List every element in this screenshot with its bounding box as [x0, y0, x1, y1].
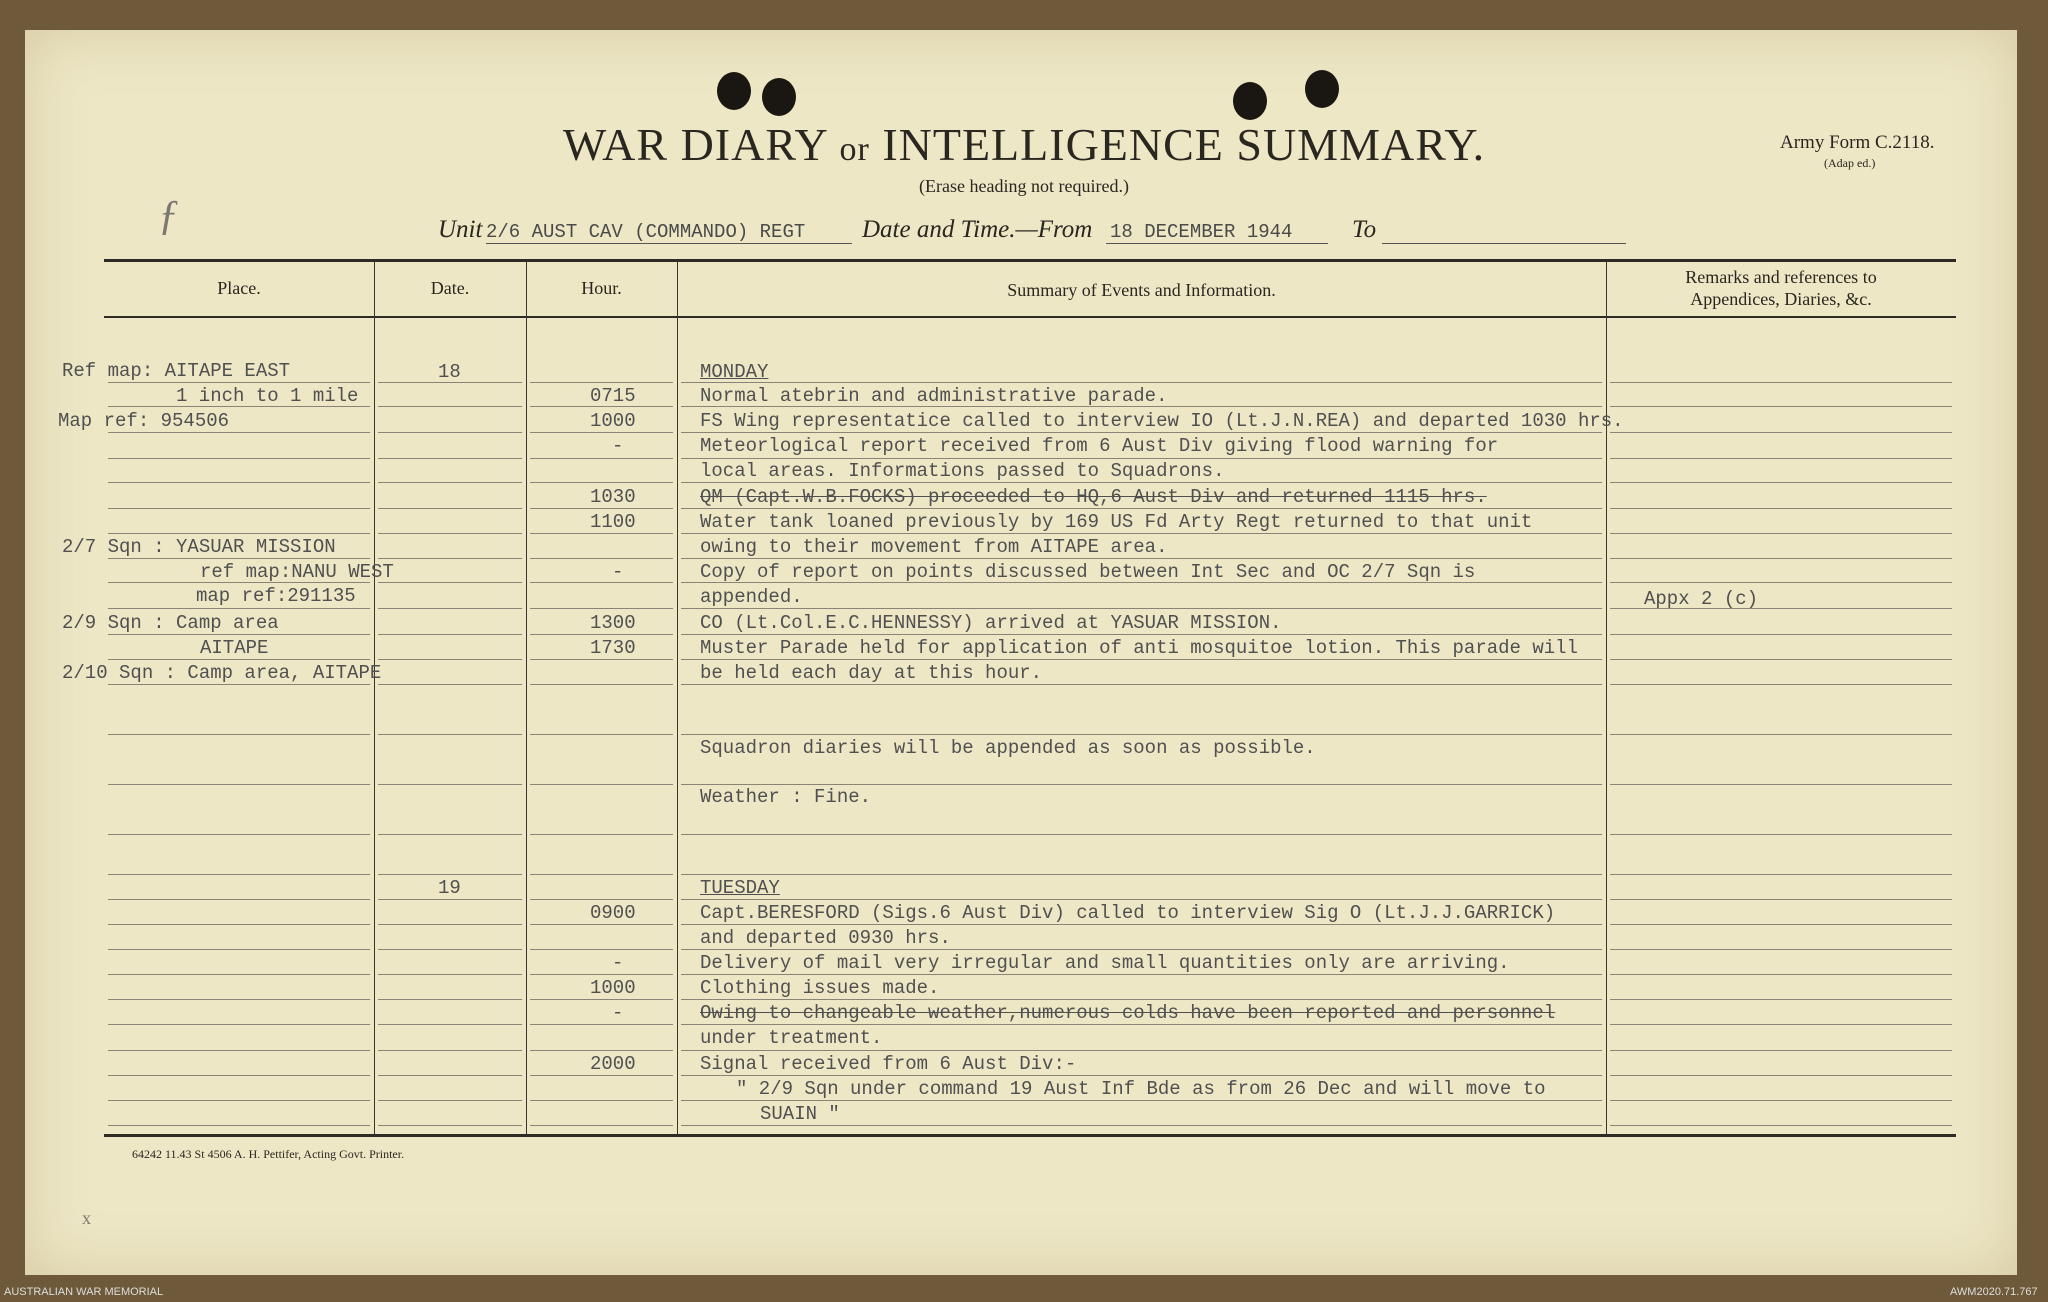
summary-line: Squadron diaries will be appended as soon as possible.	[700, 737, 1316, 759]
summary-line: and departed 0930 hrs.	[700, 927, 951, 949]
place-entry: AITAPE	[200, 637, 269, 659]
ruled-line	[530, 558, 673, 559]
hour-entry: 1030	[590, 486, 636, 508]
punch-hole	[1233, 82, 1267, 120]
place-entry: Ref map: AITAPE EAST	[62, 360, 291, 382]
archive-credit: AUSTRALIAN WAR MEMORIAL	[4, 1286, 164, 1298]
ruled-line	[108, 659, 370, 660]
ruled-line	[681, 784, 1602, 785]
ruled-line	[378, 899, 522, 900]
summary-line: Signal received from 6 Aust Div:-	[700, 1053, 1077, 1075]
ruled-line	[378, 508, 522, 509]
ruled-line	[681, 1075, 1602, 1076]
date-entry: 18	[438, 361, 461, 383]
hour-entry: -	[612, 1002, 624, 1024]
place-entry: 2/7 Sqn : YASUAR MISSION	[62, 536, 336, 558]
ruled-line	[378, 684, 522, 685]
hour-entry: 1300	[590, 612, 636, 634]
ruled-line	[681, 1125, 1602, 1126]
ruled-line	[530, 608, 673, 609]
hour-entry: -	[612, 435, 624, 457]
ruled-line	[108, 924, 370, 925]
header-date: Date.	[430, 278, 470, 298]
ruled-line	[530, 734, 673, 735]
ruled-line	[108, 684, 370, 685]
ruled-line	[530, 1125, 673, 1126]
ruled-line	[108, 608, 370, 609]
column-divider	[1606, 262, 1607, 1134]
place-entry: Map ref: 954506	[58, 410, 230, 432]
ruled-line	[378, 1125, 522, 1126]
summary-line: Meteorlogical report received from 6 Aust Div giving flood warning for	[700, 435, 1499, 457]
ruled-line	[108, 382, 370, 383]
ruled-line	[1610, 1125, 1952, 1126]
ruled-line	[681, 899, 1602, 900]
table-header-rule	[104, 316, 1956, 318]
header-hour: Hour.	[581, 278, 622, 298]
printer-imprint: 64242 11.43 St 4506 A. H. Pettifer, Acting Govt. Printer.	[132, 1147, 405, 1161]
ruled-line	[378, 1024, 522, 1025]
ruled-line	[1610, 874, 1952, 875]
ruled-line	[1610, 924, 1952, 925]
header-summary: Summary of Events and Information.	[1007, 280, 1276, 300]
ruled-line	[1610, 784, 1952, 785]
ruled-line	[378, 784, 522, 785]
ruled-line	[378, 924, 522, 925]
ruled-line	[108, 432, 370, 433]
ruled-line	[530, 874, 673, 875]
ruled-line	[530, 508, 673, 509]
date-value: 18 DECEMBER 1944	[1110, 221, 1293, 243]
day-heading: MONDAY	[700, 361, 769, 383]
ruled-line	[681, 533, 1602, 534]
ruled-line	[1610, 1024, 1952, 1025]
hour-entry: 1000	[590, 977, 636, 999]
ruled-line	[530, 1050, 673, 1051]
to-underline	[1382, 243, 1626, 244]
ruled-line	[1610, 406, 1952, 407]
ruled-line	[681, 382, 1602, 383]
ruled-line	[1610, 382, 1952, 383]
ruled-line	[1610, 533, 1952, 534]
ruled-line	[378, 482, 522, 483]
ruled-line	[681, 874, 1602, 875]
hour-entry: 0715	[590, 385, 636, 407]
header-place: Place.	[217, 278, 261, 298]
ruled-line	[378, 533, 522, 534]
ruled-line	[108, 899, 370, 900]
place-entry: 1 inch to 1 mile	[176, 385, 359, 407]
ruled-line	[530, 382, 673, 383]
ruled-line	[681, 684, 1602, 685]
place-entry: 2/10 Sqn : Camp area, AITAPE	[62, 662, 382, 684]
ruled-line	[681, 608, 1602, 609]
ruled-line	[378, 949, 522, 950]
ruled-line	[1610, 999, 1952, 1000]
ruled-line	[378, 608, 522, 609]
ruled-line	[1610, 1075, 1952, 1076]
summary-line: owing to their movement from AITAPE area.	[700, 536, 1168, 558]
place-entry: ref map:NANU WEST	[200, 561, 394, 583]
ruled-line	[108, 1125, 370, 1126]
ruled-line	[1610, 1100, 1952, 1101]
ruled-line	[378, 974, 522, 975]
table-bottom-rule	[104, 1134, 1956, 1137]
ruled-line	[1610, 458, 1952, 459]
ruled-line	[1610, 734, 1952, 735]
summary-line: Normal atebrin and administrative parade.	[700, 385, 1168, 407]
ruled-line	[378, 874, 522, 875]
ruled-line	[1610, 508, 1952, 509]
ruled-line	[108, 949, 370, 950]
summary-line: be held each day at this hour.	[700, 662, 1043, 684]
summary-line-struck: QM (Capt.W.B.FOCKS) proceeded to HQ,6 Aust Div and returned 1115 hrs.	[700, 486, 1487, 508]
ruled-line	[530, 974, 673, 975]
ruled-line	[1610, 659, 1952, 660]
ruled-line	[378, 834, 522, 835]
ruled-line	[1610, 949, 1952, 950]
ruled-line	[681, 1100, 1602, 1101]
ruled-line	[681, 1050, 1602, 1051]
ruled-line	[530, 834, 673, 835]
ruled-line	[108, 533, 370, 534]
handwritten-initial: ƒ	[158, 193, 179, 239]
ruled-line	[530, 458, 673, 459]
unit-label: Unit	[438, 216, 483, 243]
ruled-line	[378, 634, 522, 635]
ruled-line	[1610, 482, 1952, 483]
ruled-line	[108, 1050, 370, 1051]
ruled-line	[681, 432, 1602, 433]
hour-entry: 1000	[590, 410, 636, 432]
ruled-line	[681, 734, 1602, 735]
summary-line-struck: Owing to changeable weather,numerous colds have been reported and personnel	[700, 1002, 1556, 1024]
ruled-line	[108, 482, 370, 483]
ruled-line	[530, 634, 673, 635]
hour-entry: 1730	[590, 637, 636, 659]
hour-entry: 2000	[590, 1053, 636, 1075]
ruled-line	[378, 1050, 522, 1051]
ruled-line	[108, 734, 370, 735]
punch-hole	[717, 72, 751, 110]
ruled-line	[378, 458, 522, 459]
summary-line: appended.	[700, 586, 803, 608]
ruled-line	[108, 784, 370, 785]
ruled-line	[530, 784, 673, 785]
remarks-entry: Appx 2 (c)	[1644, 588, 1759, 610]
form-subtitle: (Erase heading not required.)	[919, 176, 1129, 196]
column-divider	[526, 262, 527, 1134]
ruled-line	[378, 1075, 522, 1076]
summary-line: SUAIN "	[760, 1103, 840, 1125]
ruled-line	[1610, 834, 1952, 835]
ruled-line	[530, 432, 673, 433]
ruled-line	[681, 482, 1602, 483]
ruled-line	[681, 634, 1602, 635]
ruled-line	[681, 659, 1602, 660]
summary-line: Clothing issues made.	[700, 977, 940, 999]
column-divider	[677, 262, 678, 1134]
ruled-line	[530, 899, 673, 900]
ruled-line	[108, 558, 370, 559]
date-entry: 19	[438, 877, 461, 899]
ruled-line	[530, 533, 673, 534]
ruled-line	[108, 458, 370, 459]
punch-hole	[1305, 70, 1339, 108]
punch-hole	[762, 78, 796, 116]
ruled-line	[1610, 634, 1952, 635]
ruled-line	[108, 999, 370, 1000]
ruled-line	[1610, 558, 1952, 559]
ruled-line	[378, 734, 522, 735]
ruled-line	[1610, 432, 1952, 433]
ruled-line	[378, 432, 522, 433]
ruled-line	[108, 974, 370, 975]
summary-line: Copy of report on points discussed between Int Sec and OC 2/7 Sqn is	[700, 561, 1476, 583]
date-underline	[1106, 243, 1328, 244]
ruled-line	[530, 482, 673, 483]
hour-entry: 0900	[590, 902, 636, 924]
ruled-line	[1610, 974, 1952, 975]
ruled-line	[681, 508, 1602, 509]
ruled-line	[530, 1100, 673, 1101]
ruled-line	[108, 1100, 370, 1101]
ruled-line	[108, 508, 370, 509]
ruled-line	[530, 999, 673, 1000]
place-entry: 2/9 Sqn : Camp area	[62, 612, 279, 634]
ruled-line	[378, 999, 522, 1000]
summary-line: Muster Parade held for application of anti mosquitoe lotion. This parade will	[700, 637, 1578, 659]
ruled-line	[108, 634, 370, 635]
ruled-line	[681, 1024, 1602, 1025]
ruled-line	[378, 582, 522, 583]
ruled-line	[681, 558, 1602, 559]
ruled-line	[1610, 899, 1952, 900]
summary-line: CO (Lt.Col.E.C.HENNESSY) arrived at YASUAR MISSION.	[700, 612, 1282, 634]
ruled-line	[108, 874, 370, 875]
ruled-line	[378, 659, 522, 660]
ruled-line	[681, 924, 1602, 925]
header-remarks: Remarks and references to Appendices, Diaries, &c.	[1685, 267, 1877, 309]
ruled-line	[530, 1075, 673, 1076]
date-time-label: Date and Time.—From	[862, 216, 1093, 243]
ruled-line	[681, 949, 1602, 950]
ruled-line	[1610, 1050, 1952, 1051]
ruled-line	[530, 582, 673, 583]
summary-line: FS Wing representatice called to interview IO (Lt.J.N.REA) and departed 1030 hrs.	[700, 410, 1624, 432]
summary-line: " 2/9 Sqn under command 19 Aust Inf Bde as from 26 Dec and will move to	[736, 1078, 1546, 1100]
unit-underline	[486, 243, 852, 244]
pencil-mark: x	[82, 1208, 91, 1228]
ruled-line	[681, 458, 1602, 459]
ruled-line	[530, 659, 673, 660]
summary-line: under treatment.	[700, 1027, 883, 1049]
army-form-note: (Adap ed.)	[1824, 156, 1876, 170]
to-label: To	[1352, 216, 1377, 243]
summary-line: Water tank loaned previously by 169 US Fd Arty Regt returned to that unit	[700, 511, 1533, 533]
ruled-line	[681, 974, 1602, 975]
form-title: WAR DIARY or INTELLIGENCE SUMMARY.	[562, 119, 1486, 170]
ruled-line	[1610, 684, 1952, 685]
ruled-line	[681, 999, 1602, 1000]
ruled-line	[378, 1100, 522, 1101]
army-form-number: Army Form C.2118.	[1780, 132, 1935, 153]
ruled-line	[108, 834, 370, 835]
summary-line: local areas. Informations passed to Squadrons.	[700, 460, 1225, 482]
table-top-rule	[104, 259, 1956, 262]
ruled-line	[681, 834, 1602, 835]
hour-entry: -	[612, 561, 624, 583]
hour-entry: 1100	[590, 511, 636, 533]
unit-value: 2/6 AUST CAV (COMMANDO) REGT	[486, 221, 806, 243]
summary-line: Weather : Fine.	[700, 786, 872, 808]
ruled-line	[378, 558, 522, 559]
summary-line: Delivery of mail very irregular and small quantities only are arriving.	[700, 952, 1510, 974]
ruled-line	[530, 924, 673, 925]
ruled-line	[530, 949, 673, 950]
archive-reference: AWM2020.71.767	[1950, 1286, 2038, 1298]
ruled-line	[378, 406, 522, 407]
day-heading: TUESDAY	[700, 877, 780, 899]
hour-entry: -	[612, 952, 624, 974]
ruled-line	[530, 684, 673, 685]
ruled-line	[530, 1024, 673, 1025]
summary-line: Capt.BERESFORD (Sigs.6 Aust Div) called to interview Sig O (Lt.J.J.GARRICK)	[700, 902, 1556, 924]
place-entry: map ref:291135	[196, 585, 356, 607]
column-divider	[374, 262, 375, 1134]
ruled-line	[108, 1075, 370, 1076]
ruled-line	[108, 1024, 370, 1025]
ruled-line	[1610, 582, 1952, 583]
